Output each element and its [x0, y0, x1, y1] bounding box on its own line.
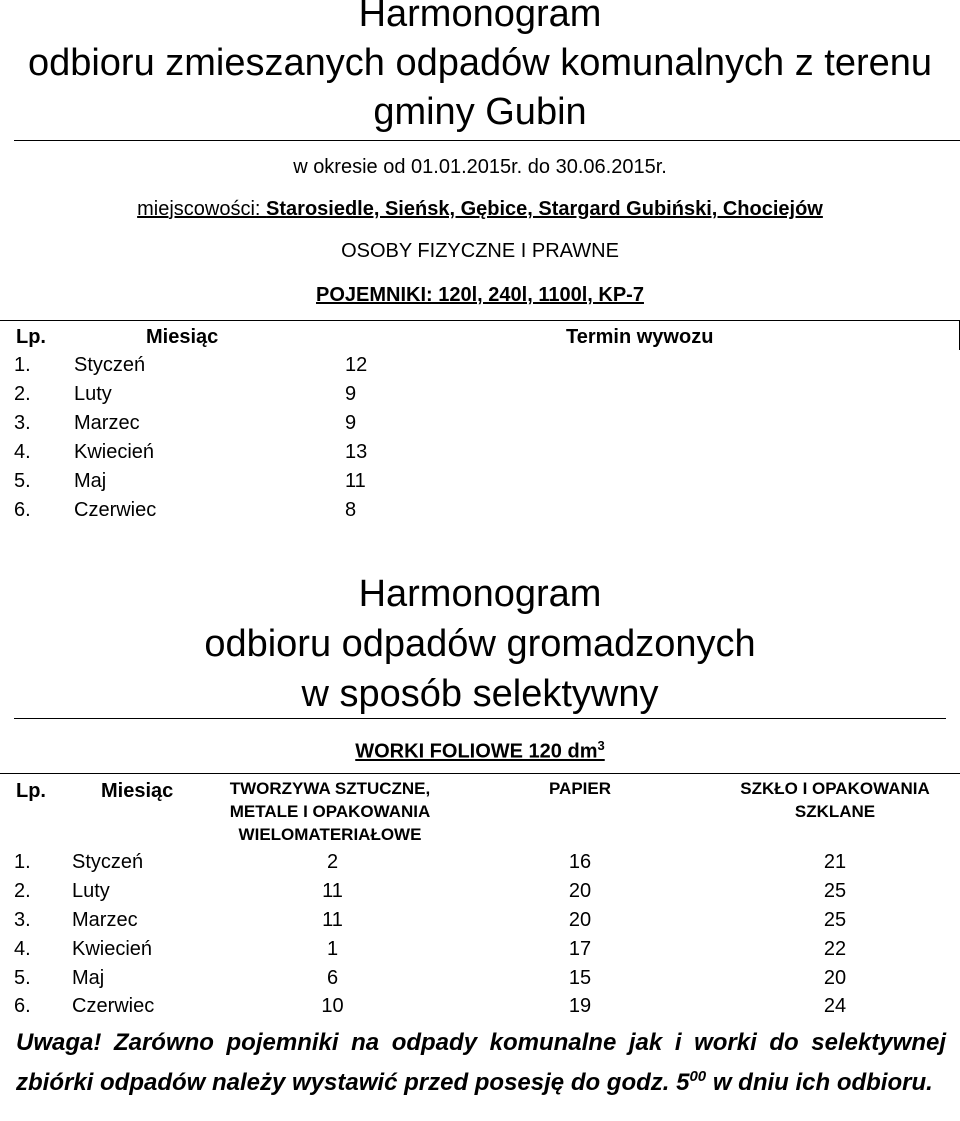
row-glass: 22: [823, 938, 847, 960]
row-lp: 4.: [14, 441, 31, 463]
row-paper: 15: [568, 967, 592, 989]
row-month: Czerwiec: [74, 499, 157, 521]
row-glass: 25: [823, 880, 847, 902]
row-paper: 17: [568, 938, 592, 960]
row-plastic: 2: [326, 851, 339, 873]
header-lp: Lp.: [16, 780, 46, 802]
row-paper: 20: [568, 909, 592, 931]
localities-list: Starosiedle, Sieńsk, Gębice, Stargard Gubiński, Chociejów: [266, 198, 823, 220]
row-lp: 6.: [14, 499, 31, 521]
bags-label: [0, 738, 960, 764]
row-month: Kwiecień: [72, 938, 153, 960]
table-border-top: [0, 320, 960, 321]
header-month: Miesiąc: [146, 326, 219, 348]
title-2-line-3: w sposób selektywny: [301, 673, 659, 715]
row-day: 13: [345, 441, 368, 463]
row-paper: 16: [568, 851, 592, 873]
row-plastic: 11: [322, 880, 343, 902]
row-glass: 21: [823, 851, 847, 873]
row-lp: 2.: [14, 880, 31, 902]
row-month: Kwiecień: [74, 441, 155, 463]
row-lp: 1.: [14, 354, 31, 376]
row-glass: 25: [823, 909, 847, 931]
title-2-line-1: Harmonogram: [358, 573, 602, 615]
row-day: 11: [345, 470, 366, 492]
localities-line: [0, 198, 960, 221]
title-1-line-3: gminy Gubin: [373, 91, 587, 133]
header-month: Miesiąc: [101, 780, 174, 802]
row-month: Maj: [74, 470, 107, 492]
note-text: [16, 1026, 946, 1100]
row-lp: 1.: [14, 851, 31, 873]
table-border-top: [0, 773, 960, 774]
persons-label: OSOBY FIZYCZNE I PRAWNE: [341, 240, 619, 262]
row-month: Luty: [72, 880, 110, 902]
bags-sup: 3: [597, 738, 605, 753]
row-month: Marzec: [74, 412, 140, 434]
title-1-line-2: odbioru zmieszanych odpadów komunalnych z terenu: [27, 42, 933, 84]
row-day: 9: [345, 383, 357, 405]
divider: [14, 718, 946, 719]
row-glass: 24: [823, 995, 847, 1017]
header-lp: Lp.: [16, 326, 46, 348]
divider: [14, 140, 960, 141]
row-day: 8: [345, 499, 357, 521]
row-day: 12: [345, 354, 368, 376]
row-month: Styczeń: [72, 851, 144, 873]
row-month: Luty: [74, 383, 112, 405]
containers-label: POJEMNIKI: 120l, 240l, 1100l, KP-7: [316, 284, 644, 306]
row-lp: 3.: [14, 909, 31, 931]
row-month: Maj: [72, 967, 105, 989]
row-lp: 6.: [14, 995, 31, 1017]
note-body: Zarówno pojemniki na odpady komunalne jak i worki do selektywnej zbiórki odpadów należy wystawić przed posesję do godz. 5: [16, 1029, 946, 1096]
row-plastic: 10: [321, 995, 344, 1017]
row-month: Styczeń: [74, 354, 146, 376]
row-lp: 4.: [14, 938, 31, 960]
header-glass: SZKŁO I OPAKOWANIA SZKLANE: [740, 779, 930, 821]
row-lp: 5.: [14, 967, 31, 989]
row-lp: 5.: [14, 470, 31, 492]
row-lp: 3.: [14, 412, 31, 434]
row-paper: 19: [568, 995, 592, 1017]
note-prefix: Uwaga!: [16, 1029, 102, 1056]
row-plastic: 6: [326, 967, 339, 989]
row-day: 9: [345, 412, 357, 434]
period-text: w okresie od 01.01.2015r. do 30.06.2015r.: [293, 156, 667, 178]
row-month: Marzec: [72, 909, 138, 931]
row-paper: 20: [568, 880, 592, 902]
row-glass: 20: [823, 967, 847, 989]
title-2-line-2: odbioru odpadów gromadzonych: [204, 623, 756, 665]
header-plastic: TWORZYWA SZTUCZNE, METALE I OPAKOWANIA WIELOMATERIAŁOWE: [229, 779, 431, 844]
note-suffix: w dniu ich odbioru.: [706, 1069, 933, 1096]
localities-label: miejscowości:: [137, 198, 267, 220]
note-sup: 00: [689, 1068, 707, 1085]
row-plastic: 11: [322, 909, 343, 931]
row-plastic: 1: [326, 938, 339, 960]
title-1-line-1: Harmonogram: [358, 0, 602, 35]
header-paper: PAPIER: [548, 779, 612, 798]
header-term: Termin wywozu: [566, 326, 714, 348]
row-month: Czerwiec: [72, 995, 155, 1017]
bags-text: WORKI FOLIOWE 120 dm: [355, 740, 598, 763]
row-lp: 2.: [14, 383, 31, 405]
